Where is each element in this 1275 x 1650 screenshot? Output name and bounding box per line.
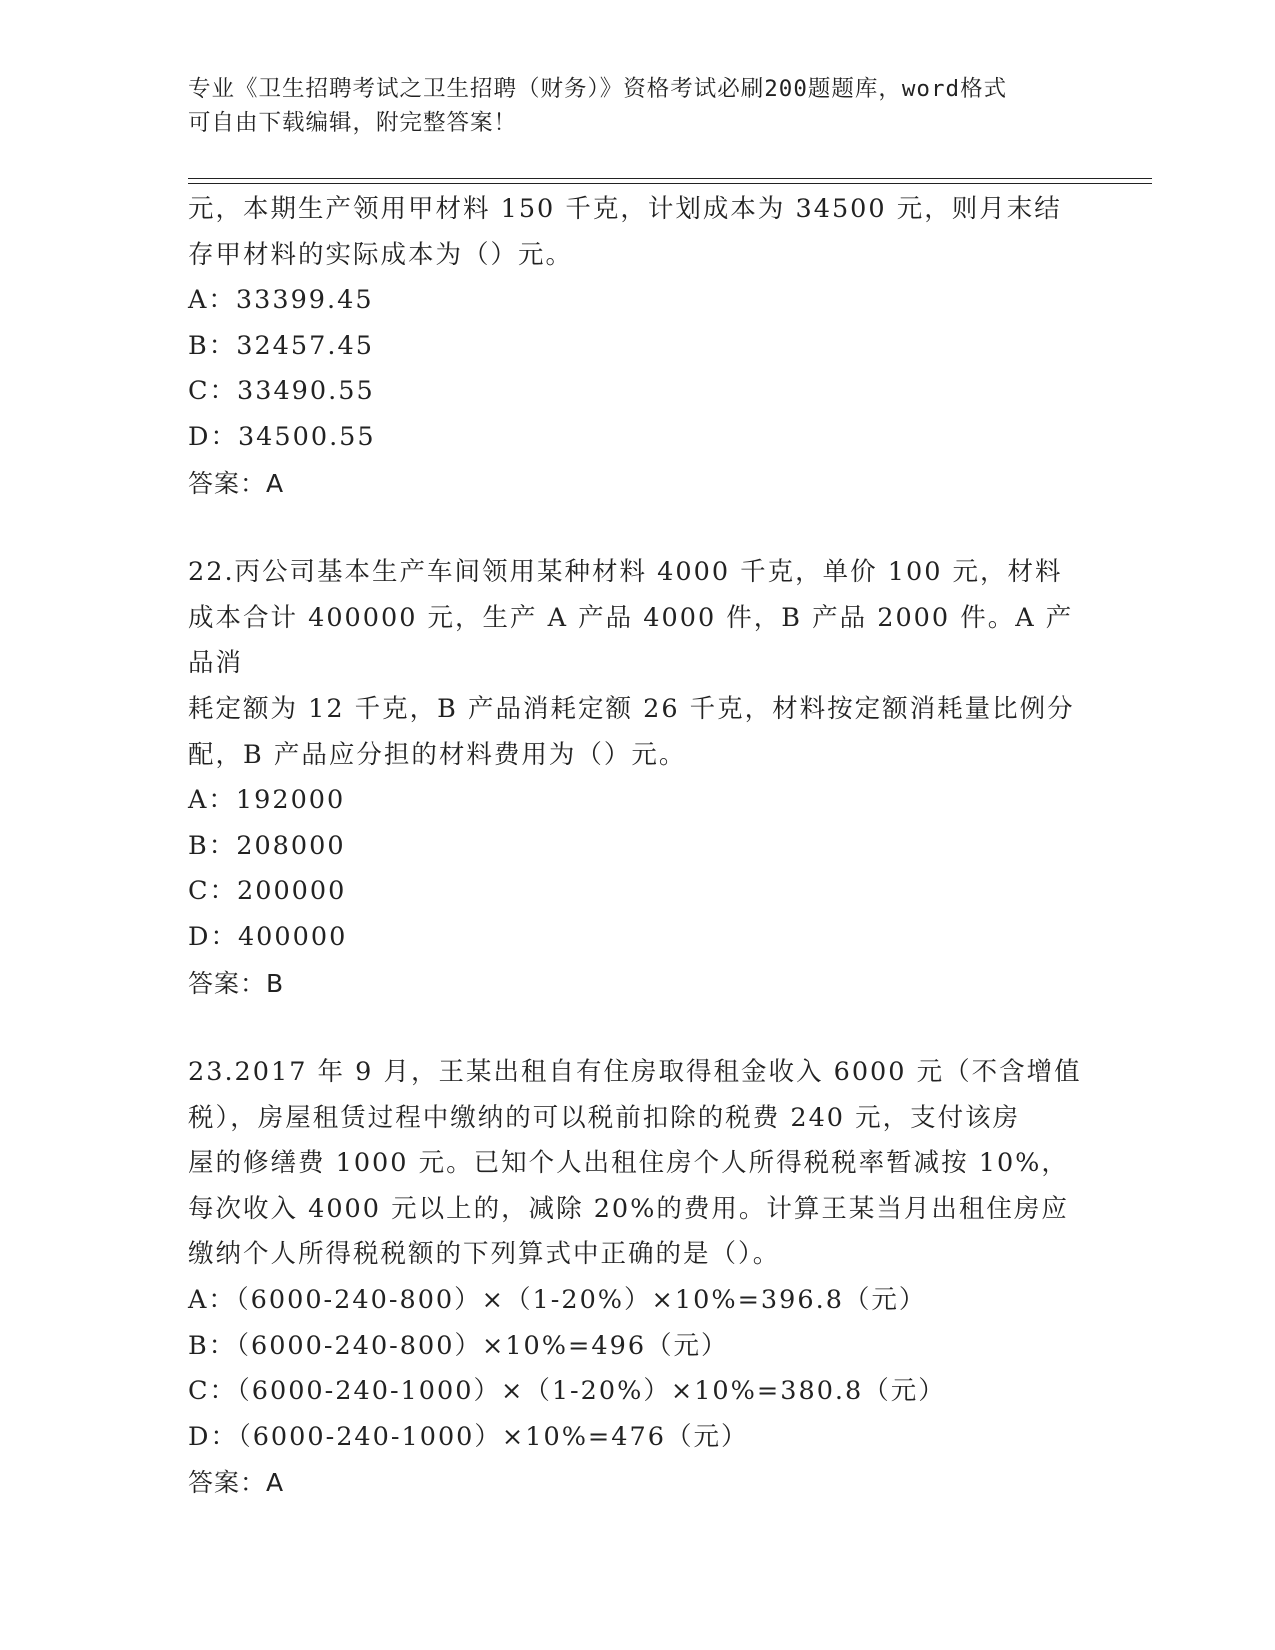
header-title-line-1: 专业《卫生招聘考试之卫生招聘（财务）》资格考试必刷200题题库，word格式 [188, 76, 1008, 102]
question-stem-line: 元，本期生产领用甲材料 150 千克，计划成本为 34500 元，则月末结 [188, 194, 1062, 224]
document-header [188, 72, 1088, 140]
question-stem-line: 配，B 产品应分担的材料费用为（）元。 [188, 739, 687, 770]
document-body [188, 187, 1088, 1506]
question-stem-line: 成本合计 400000 元，生产 A 产品 4000 件，B 产品 2000 件。A 产品消 [188, 602, 1074, 679]
question-stem-line: 屋的修缮费 1000 元。已知个人出租住房个人所得税税率暂减按 10%， [188, 1148, 1069, 1179]
option-a: A：（6000-240-800）×（1-20%）×10%=396.8（元） [188, 1285, 927, 1316]
option-b: B：（6000-240-800）×10%=496（元） [188, 1330, 729, 1361]
option-c: C：200000 [188, 876, 347, 907]
question-stem-line: 每次收入 4000 元以上的，减除 20%的费用。计算王某当月出租住房应 [188, 1193, 1069, 1224]
question-stem-line: 税），房屋租赁过程中缴纳的可以税前扣除的税费 240 元，支付该房 [188, 1102, 1021, 1133]
header-divider-bottom [188, 183, 1152, 184]
option-b: B：32457.45 [188, 330, 374, 361]
question-stem-line: 缴纳个人所得税税额的下列算式中正确的是（）。 [188, 1239, 781, 1270]
option-b: B：208000 [188, 830, 346, 861]
question-stem-line: 耗定额为 12 千克，B 产品消耗定额 26 千克，材料按定额消耗量比例分 [188, 693, 1075, 724]
question-stem-line: 23.2017 年 9 月，王某出租自有住房取得租金收入 6000 元（不含增值 [188, 1057, 1082, 1088]
question-22 [188, 550, 1088, 1006]
header-title-line-2: 可自由下载编辑，附完整答案！ [188, 110, 518, 136]
option-d: D：（6000-240-1000）×10%=476（元） [188, 1421, 749, 1452]
question-stem-line: 22.丙公司基本生产车间领用某种材料 4000 千克，单价 100 元，材料 [188, 557, 1063, 588]
option-a: A：33399.45 [188, 285, 374, 316]
option-c: C：33490.55 [188, 376, 375, 407]
option-d: D：34500.55 [188, 421, 376, 452]
question-spacer [188, 1006, 1088, 1050]
answer-line: 答案：A [188, 1468, 285, 1498]
answer-line: 答案：B [188, 968, 285, 998]
question-spacer [188, 506, 1088, 550]
option-c: C：（6000-240-1000）×（1-20%）×10%=380.8（元） [188, 1376, 946, 1407]
header-divider-top [188, 178, 1152, 179]
option-d: D：400000 [188, 921, 348, 952]
question-21 [188, 187, 1088, 506]
question-23 [188, 1050, 1088, 1506]
option-a: A：192000 [188, 785, 346, 816]
answer-line: 答案：A [188, 468, 285, 498]
question-stem-line: 存甲材料的实际成本为（）元。 [188, 239, 574, 270]
